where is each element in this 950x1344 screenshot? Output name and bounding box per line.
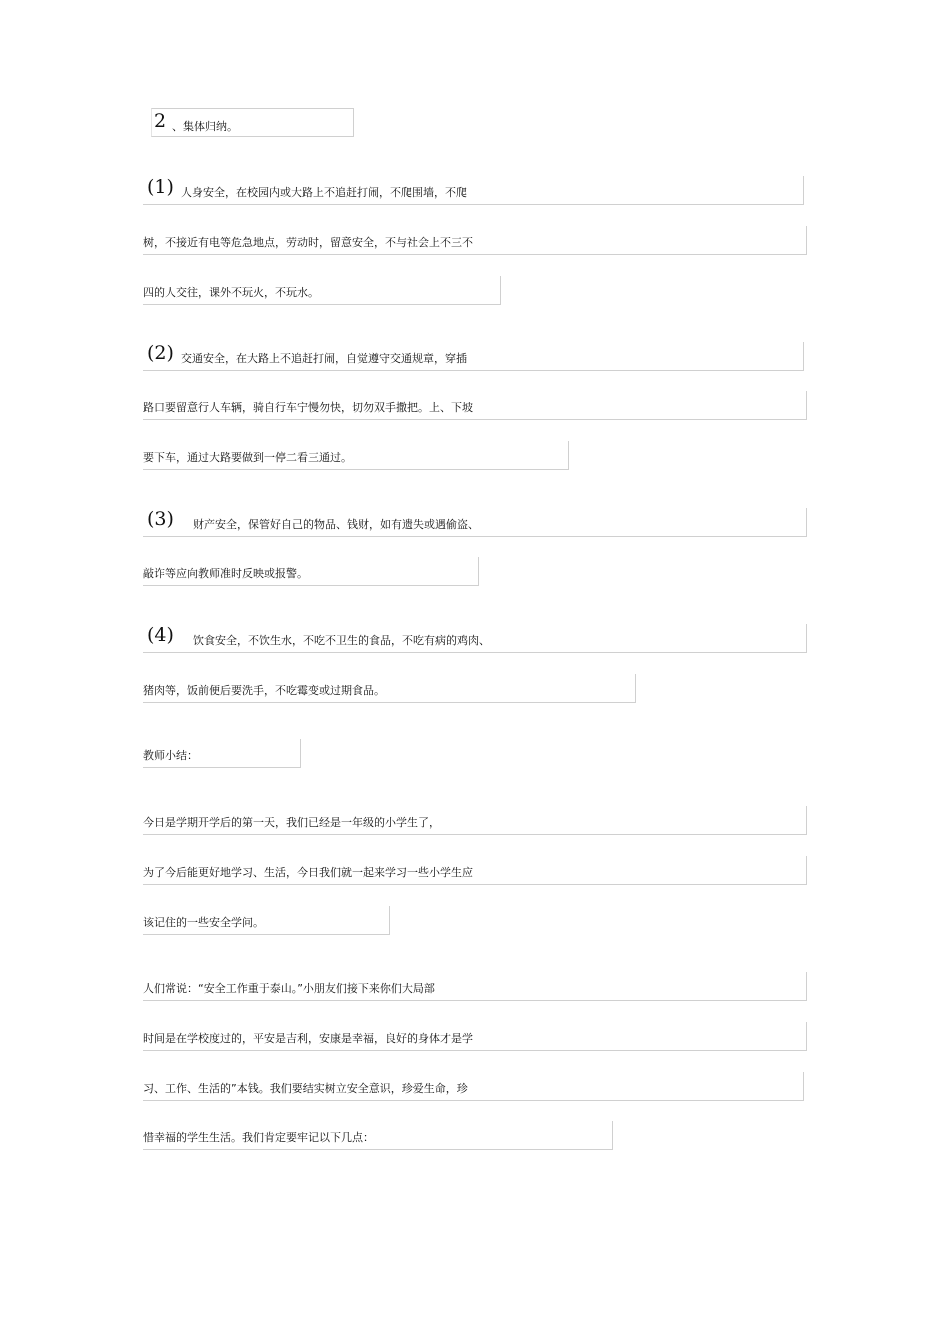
- item-1-text-2: 树，不接近有电等危急地点，劳动时，留意安全，不与社会上不三不: [143, 236, 473, 249]
- summary-p2-line-1: [143, 972, 807, 1001]
- summary-p2-line-4: [143, 1121, 613, 1150]
- item-3-number: (3): [147, 508, 174, 530]
- item-3-text-1: 财产安全，保管好自己的物品、钱财，如有遗失或遇偷盗、: [193, 518, 479, 531]
- item-2-line-3: [143, 441, 569, 470]
- item-3-line-1: [143, 508, 807, 537]
- summary-p1-text-2: 为了今后能更好地学习、生活，今日我们就一起来学习一些小学生应: [143, 866, 473, 879]
- summary-label-box: [143, 739, 301, 768]
- summary-label: 教师小结：: [143, 749, 198, 762]
- item-4-text-1: 饮食安全，不饮生水，不吃不卫生的食品，不吃有病的鸡肉、: [193, 634, 490, 647]
- item-4-line-1: [143, 624, 807, 653]
- summary-p2-text-3: 习、工作、生活的”本钱。我们要结实树立安全意识，珍爱生命，珍: [143, 1082, 468, 1095]
- summary-p2-text-1: 人们常说：“安全工作重于泰山。”小朋友们接下来你们大局部: [143, 982, 435, 995]
- item-1-line-1: [143, 176, 804, 205]
- item-4-text-2: 猪肉等，饭前便后要洗手，不吃霉变或过期食品。: [143, 684, 385, 697]
- section-heading: [151, 108, 354, 137]
- item-3-text-2: 敲诈等应向教师准时反映或报警。: [143, 567, 308, 580]
- summary-p1-line-3: [143, 906, 390, 935]
- item-2-line-1: [143, 342, 804, 371]
- item-2-number: (2): [147, 342, 174, 364]
- item-1-text-3: 四的人交往，课外不玩火，不玩水。: [143, 286, 319, 299]
- item-1-line-3: [143, 276, 501, 305]
- item-4-number: (4): [147, 624, 174, 646]
- summary-p2-line-2: [143, 1022, 807, 1051]
- summary-p1-text-3: 该记住的一些安全学问。: [143, 916, 264, 929]
- summary-p1-line-2: [143, 856, 807, 885]
- summary-p1-line-1: [143, 806, 807, 835]
- item-1-text-1: 人身安全，在校园内或大路上不追赶打闹，不爬围墙，不爬: [181, 186, 467, 199]
- summary-p2-line-3: [143, 1072, 804, 1101]
- summary-p2-text-4: 惜幸福的学生生活。我们肯定要牢记以下几点：: [143, 1131, 374, 1144]
- item-2-text-1: 交通安全，在大路上不追赶打闹，自觉遵守交通规章，穿插: [181, 352, 467, 365]
- item-1-line-2: [143, 226, 807, 255]
- section-title: 、集体归纳。: [172, 120, 238, 133]
- summary-p1-text-1: 今日是学期开学后的第一天，我们已经是一年级的小学生了，: [143, 816, 440, 829]
- item-2-line-2: [143, 391, 807, 420]
- item-2-text-3: 要下车，通过大路要做到一停二看三通过。: [143, 451, 352, 464]
- item-1-number: (1): [147, 176, 174, 198]
- section-number: 2: [154, 110, 167, 132]
- item-2-text-2: 路口要留意行人车辆，骑自行车宁慢勿快，切勿双手撒把。上、下坡: [143, 401, 473, 414]
- item-4-line-2: [143, 674, 636, 703]
- summary-p2-text-2: 时间是在学校度过的，平安是吉利，安康是幸福，良好的身体才是学: [143, 1032, 473, 1045]
- item-3-line-2: [143, 557, 479, 586]
